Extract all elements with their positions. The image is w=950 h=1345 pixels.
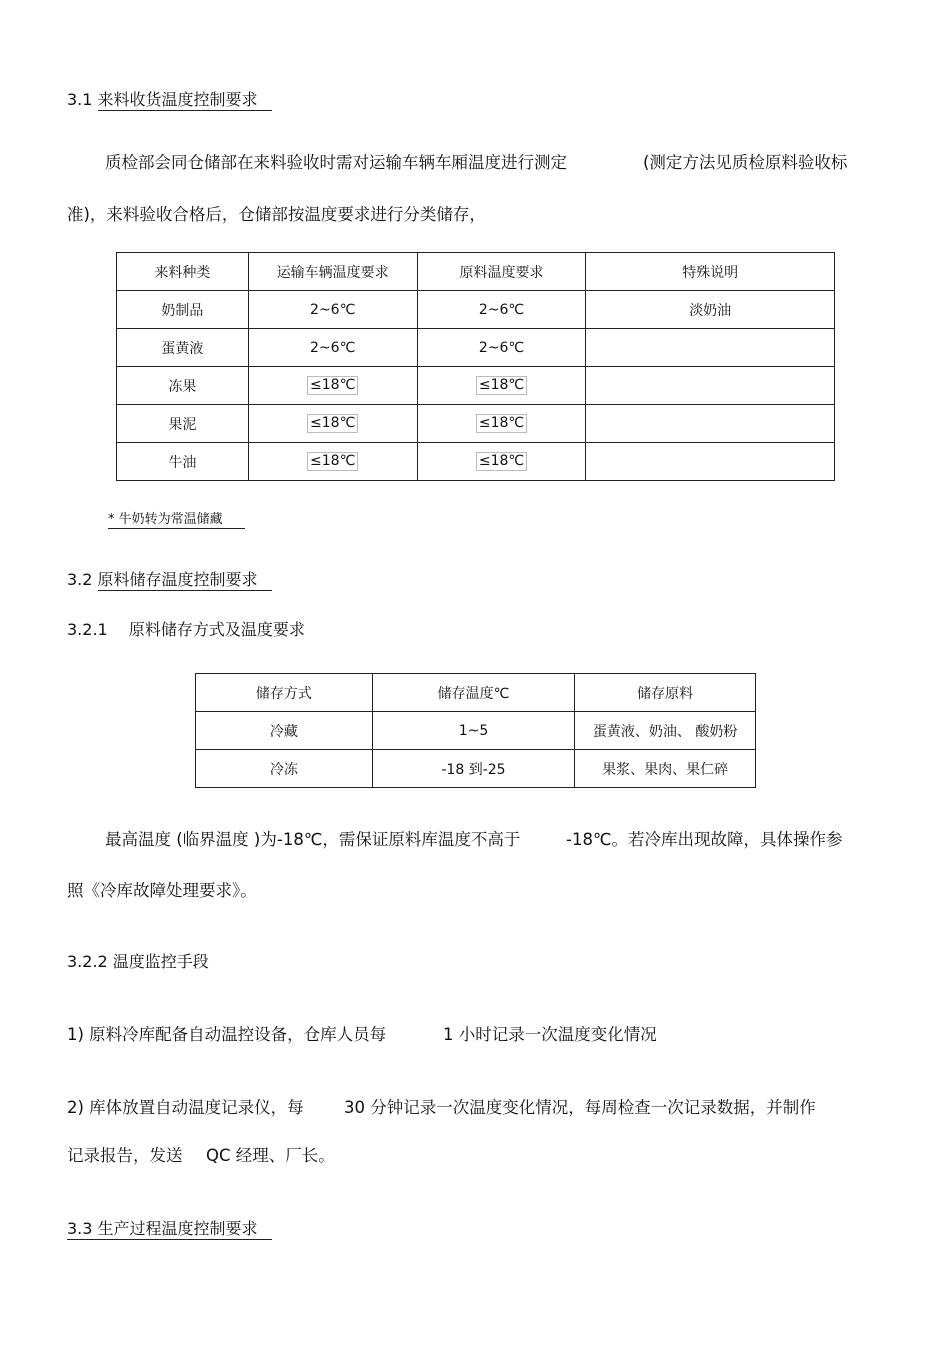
section-3-3-title: 生产过程温度控制要求 <box>97 1219 258 1238</box>
table-cell <box>417 443 586 481</box>
paragraph-1-line-1-cont: (测定方法见质检原料验收标 <box>643 153 848 172</box>
table-cell: 2~6℃ <box>248 291 417 329</box>
table-row <box>117 291 835 329</box>
boxed-value: ≤18℃ <box>307 452 358 471</box>
list-item-2-line-2: 记录报告，发送 <box>67 1146 183 1165</box>
table-cell: 果浆、果肉、果仁碎 <box>575 750 756 788</box>
boxed-value: ≤18℃ <box>307 414 358 433</box>
section-3-1-title: 来料收货温度控制要求 <box>98 90 272 111</box>
col-header-category: 来料种类 <box>117 253 249 291</box>
col-header-remarks: 特殊说明 <box>586 253 835 291</box>
boxed-value: ≤18℃ <box>476 414 527 433</box>
table-cell: 果泥 <box>117 405 249 443</box>
paragraph-1-line-1: 质检部会同仓储部在来料验收时需对运输车辆车厢温度进行测定 <box>105 153 567 172</box>
table-cell: 2~6℃ <box>417 329 586 367</box>
list-item-1-cont: 1 小时记录一次温度变化情况 <box>443 1025 657 1044</box>
table-cell <box>586 405 835 443</box>
table-cell: 奶制品 <box>117 291 249 329</box>
paragraph-1-line-2: 准)，来料验收合格后，仓储部按温度要求进行分类储存， <box>67 205 486 224</box>
table-row <box>196 750 756 788</box>
table-cell: 2~6℃ <box>417 291 586 329</box>
list-item-2: 2) 库体放置自动温度记录仪，每 <box>67 1098 304 1117</box>
storage-temperature-table <box>195 673 756 788</box>
table-cell: 蛋黄液 <box>117 329 249 367</box>
table-cell <box>248 443 417 481</box>
col-header-storage-method: 储存方式 <box>196 674 373 712</box>
boxed-value: ≤18℃ <box>476 376 527 395</box>
col-header-transport-temp: 运输车辆温度要求 <box>248 253 417 291</box>
section-3-1-heading: 3.1 来料收货温度控制要求 <box>67 87 272 110</box>
table-cell <box>248 405 417 443</box>
col-header-material-temp: 原料温度要求 <box>417 253 586 291</box>
table-cell <box>248 367 417 405</box>
section-3-2-2-heading: 3.2.2 温度监控手段 <box>67 952 209 971</box>
incoming-temperature-table <box>116 252 835 481</box>
table-cell: 淡奶油 <box>586 291 835 329</box>
table-row <box>117 367 835 405</box>
table-cell <box>586 367 835 405</box>
list-item-1: 1) 原料冷库配备自动温控设备，仓库人员每 <box>67 1025 387 1044</box>
footnote: * 牛奶转为常温储藏 <box>108 508 245 527</box>
list-item-2-cont: 30 分钟记录一次温度变化情况，每周检查一次记录数据，并制作 <box>344 1098 816 1117</box>
table-cell <box>586 443 835 481</box>
table-cell: 冷藏 <box>196 712 373 750</box>
table-row <box>196 712 756 750</box>
section-3-2-1-heading: 3.2.1 原料储存方式及温度要求 <box>67 620 305 639</box>
col-header-storage-materials: 储存原料 <box>575 674 756 712</box>
table-cell: 蛋黄液、奶油、 酸奶粉 <box>575 712 756 750</box>
section-3-2-heading: 3.2 原料储存温度控制要求 <box>67 567 272 590</box>
table-cell: 冻果 <box>117 367 249 405</box>
table-cell: 冷冻 <box>196 750 373 788</box>
table-cell <box>417 367 586 405</box>
paragraph-2-line-2: 照《冷库故障处理要求》。 <box>67 881 257 900</box>
table-cell <box>586 329 835 367</box>
section-3-2-title: 原料储存温度控制要求 <box>98 570 272 591</box>
table-cell: 牛油 <box>117 443 249 481</box>
paragraph-2-line-1-cont: -18℃。若冷库出现故障，具体操作参 <box>566 830 843 849</box>
table-cell: 1~5 <box>372 712 575 750</box>
col-header-storage-temp: 储存温度℃ <box>372 674 575 712</box>
boxed-value: ≤18℃ <box>307 376 358 395</box>
boxed-value: ≤18℃ <box>476 452 527 471</box>
table-cell: -18 到-25 <box>372 750 575 788</box>
table-header-row <box>117 253 835 291</box>
table-header-row <box>196 674 756 712</box>
table-row <box>117 443 835 481</box>
table-row <box>117 329 835 367</box>
section-3-3-heading: 3.3 生产过程温度控制要求 <box>67 1216 272 1239</box>
paragraph-2-line-1: 最高温度 (临界温度 )为-18℃，需保证原料库温度不高于 <box>105 830 521 849</box>
table-cell <box>417 405 586 443</box>
table-row <box>117 405 835 443</box>
table-cell: 2~6℃ <box>248 329 417 367</box>
list-item-2-line-2-cont: QC 经理、厂长。 <box>206 1146 335 1165</box>
